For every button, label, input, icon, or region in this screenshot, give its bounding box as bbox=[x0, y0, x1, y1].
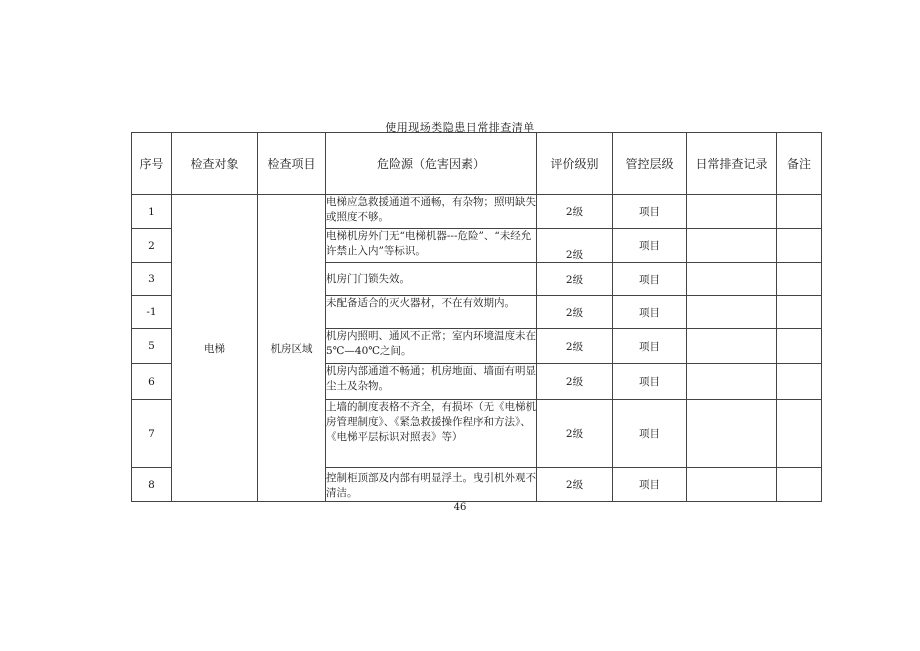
row-hazard: 未配备适合的灭火器材，不在有效期内。 bbox=[326, 296, 537, 329]
check-object-cell: 电梯 bbox=[172, 195, 258, 502]
row-seq: -1 bbox=[132, 296, 172, 329]
header-record: 日常排查记录 bbox=[687, 133, 777, 195]
row-remark-cell[interactable] bbox=[777, 468, 822, 502]
table-header-row bbox=[132, 133, 822, 195]
row-remark-cell[interactable] bbox=[777, 263, 822, 296]
page-number: 46 bbox=[453, 502, 467, 513]
row-hazard: 机房内照明、通风不正常；室内环境温度未在5℃—40℃之间。 bbox=[326, 329, 537, 364]
row-level: 2级 bbox=[537, 364, 613, 400]
row-hazard: 机房内部通道不畅通；机房地面、墙面有明显尘土及杂物。 bbox=[326, 364, 537, 400]
hazard-checklist-table bbox=[131, 132, 822, 502]
row-level: 2级 bbox=[537, 468, 613, 502]
row-remark-cell[interactable] bbox=[777, 195, 822, 229]
row-level: 2级 bbox=[537, 263, 613, 296]
row-control: 项目 bbox=[613, 468, 687, 502]
row-control: 项目 bbox=[613, 329, 687, 364]
row-level: 2级 bbox=[537, 195, 613, 229]
row-hazard: 电梯机房外门无“电梯机器---危险”、“未经允许禁止入内”等标识。 bbox=[326, 229, 537, 263]
row-record-cell[interactable] bbox=[687, 400, 777, 468]
document-title: 使用现场类隐患日常排查清单 bbox=[385, 121, 535, 134]
row-level: 2级 bbox=[537, 296, 613, 329]
row-control: 项目 bbox=[613, 263, 687, 296]
row-seq: 7 bbox=[132, 400, 172, 468]
row-seq: 1 bbox=[132, 195, 172, 229]
row-record-cell[interactable] bbox=[687, 296, 777, 329]
row-seq: 8 bbox=[132, 468, 172, 502]
row-hazard: 电梯应急救援通道不通畅，有杂物；照明缺失或照度不够。 bbox=[326, 195, 537, 229]
row-hazard: 机房门门锁失效。 bbox=[326, 263, 537, 296]
header-hazard: 危险源（危害因素） bbox=[326, 133, 537, 195]
row-record-cell[interactable] bbox=[687, 329, 777, 364]
header-level: 评价级别 bbox=[537, 133, 613, 195]
row-remark-cell[interactable] bbox=[777, 296, 822, 329]
row-hazard: 上墙的制度表格不齐全，有损坏（无《电梯机房管理制度》、《紧急救援操作程序和方法》、《电梯平层标识对照表》等） bbox=[326, 400, 537, 468]
row-record-cell[interactable] bbox=[687, 263, 777, 296]
row-seq: 2 bbox=[132, 229, 172, 263]
row-remark-cell[interactable] bbox=[777, 364, 822, 400]
row-remark-cell[interactable] bbox=[777, 329, 822, 364]
row-remark-cell[interactable] bbox=[777, 229, 822, 263]
table-row bbox=[132, 195, 822, 229]
row-seq: 6 bbox=[132, 364, 172, 400]
row-control: 项目 bbox=[613, 296, 687, 329]
row-record-cell[interactable] bbox=[687, 364, 777, 400]
header-control: 管控层级 bbox=[613, 133, 687, 195]
row-seq: 3 bbox=[132, 263, 172, 296]
row-hazard: 控制柜顶部及内部有明显浮土。曳引机外观不清洁。 bbox=[326, 468, 537, 502]
row-level: 2级 bbox=[537, 400, 613, 468]
row-level: 2级 bbox=[537, 329, 613, 364]
row-level: 2级 bbox=[537, 229, 613, 263]
check-item-cell: 机房区域 bbox=[258, 195, 326, 502]
header-item: 检查项目 bbox=[258, 133, 326, 195]
row-record-cell[interactable] bbox=[687, 229, 777, 263]
header-seq: 序号 bbox=[132, 133, 172, 195]
row-seq: 5 bbox=[132, 329, 172, 364]
header-object: 检查对象 bbox=[172, 133, 258, 195]
row-control: 项目 bbox=[613, 400, 687, 468]
row-record-cell[interactable] bbox=[687, 468, 777, 502]
header-remark: 备注 bbox=[777, 133, 822, 195]
row-control: 项目 bbox=[613, 229, 687, 263]
row-remark-cell[interactable] bbox=[777, 400, 822, 468]
row-control: 项目 bbox=[613, 195, 687, 229]
row-record-cell[interactable] bbox=[687, 195, 777, 229]
row-control: 项目 bbox=[613, 364, 687, 400]
